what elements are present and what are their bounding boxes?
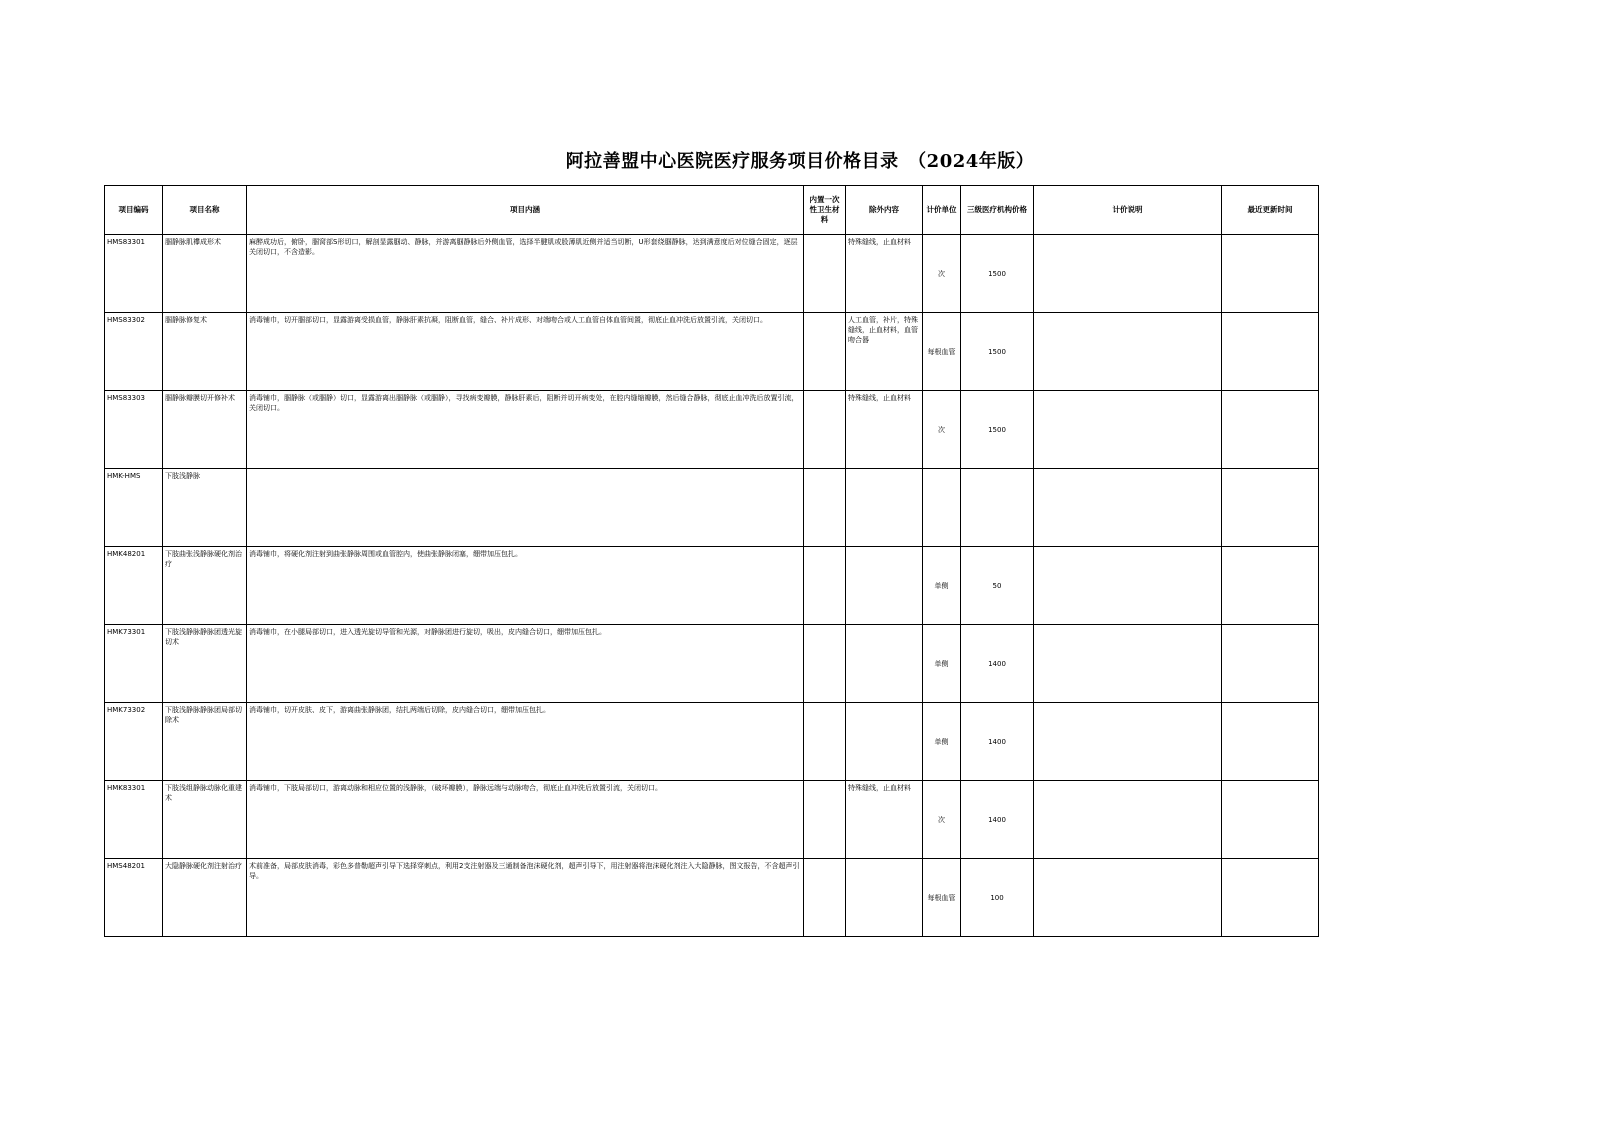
cell-note [1034, 235, 1222, 313]
cell-excluded [846, 469, 923, 547]
cell-unit: 每根血管 [923, 859, 961, 937]
cell-price: 1400 [961, 781, 1034, 859]
table-row [105, 469, 1319, 547]
page-title: 阿拉善盟中心医院医疗服务项目价格目录 （2024年版） [565, 151, 1035, 172]
cell-code: HMK73302 [105, 703, 163, 781]
cell-name: 腘静脉瓣膜切开修补术 [163, 391, 247, 469]
cell-material [804, 703, 846, 781]
cell-code: HMK48201 [105, 547, 163, 625]
cell-content: 消毒铺巾，在小腿局部切口，进入透光旋切导管和光源，对静脉团进行旋切，吸出，皮内缝合切口，绷带加压包扎。 [247, 625, 804, 703]
cell-note [1034, 625, 1222, 703]
cell-unit: 单侧 [923, 703, 961, 781]
header-updated: 最近更新时间 [1222, 186, 1319, 235]
table-row [105, 235, 1319, 313]
cell-content [247, 469, 804, 547]
cell-updated [1222, 469, 1319, 547]
cell-updated [1222, 313, 1319, 391]
cell-code: HMK83301 [105, 781, 163, 859]
cell-material [804, 625, 846, 703]
cell-code: HMS48201 [105, 859, 163, 937]
header-row [105, 186, 1319, 235]
table-row [105, 859, 1319, 937]
cell-name: 大隐静脉硬化剂注射治疗 [163, 859, 247, 937]
cell-unit: 次 [923, 781, 961, 859]
cell-excluded: 特殊缝线，止血材料 [846, 781, 923, 859]
cell-name: 下肢浅静脉静脉团透光旋切术 [163, 625, 247, 703]
cell-code: HMS83302 [105, 313, 163, 391]
cell-note [1034, 781, 1222, 859]
cell-price: 100 [961, 859, 1034, 937]
header-note: 计价说明 [1034, 186, 1222, 235]
cell-updated [1222, 547, 1319, 625]
cell-name: 腘静脉修复术 [163, 313, 247, 391]
table-row [105, 625, 1319, 703]
cell-material [804, 547, 846, 625]
cell-price: 1500 [961, 235, 1034, 313]
cell-updated [1222, 391, 1319, 469]
cell-code: HMK-HMS [105, 469, 163, 547]
header-excluded: 除外内容 [846, 186, 923, 235]
cell-material [804, 391, 846, 469]
header-material: 内置一次性卫生材料 [804, 186, 846, 235]
cell-unit [923, 469, 961, 547]
cell-material [804, 859, 846, 937]
header-code: 项目编码 [105, 186, 163, 235]
cell-price: 1500 [961, 313, 1034, 391]
cell-updated [1222, 703, 1319, 781]
header-unit: 计价单位 [923, 186, 961, 235]
cell-content: 麻醉成功后，俯卧，腘窝部S形切口，解剖显露腘动、静脉，并游离腘静脉后外侧血管，选择半腱肌或股薄肌近侧并适当切断，U形套绕腘静脉，达到满意度后对位缝合固定，逐层关闭切口，不含造影。 [247, 235, 804, 313]
cell-note [1034, 703, 1222, 781]
cell-unit: 单侧 [923, 625, 961, 703]
cell-excluded [846, 703, 923, 781]
cell-content: 消毒铺巾，下肢局部切口，游离动脉和相应位置的浅静脉，（破坏瓣膜），静脉远端与动脉吻合，彻底止血冲洗后放置引流，关闭切口。 [247, 781, 804, 859]
header-content: 项目内涵 [247, 186, 804, 235]
cell-name: 腘静脉肌襻成形术 [163, 235, 247, 313]
cell-content: 消毒铺巾，将硬化剂注射到曲张静脉周围或血管腔内，使曲张静脉闭塞，绷带加压包扎。 [247, 547, 804, 625]
cell-price [961, 469, 1034, 547]
cell-updated [1222, 235, 1319, 313]
cell-excluded: 特殊缝线，止血材料 [846, 391, 923, 469]
cell-excluded: 人工血管，补片，特殊缝线，止血材料，血管吻合器 [846, 313, 923, 391]
cell-price: 50 [961, 547, 1034, 625]
cell-excluded [846, 625, 923, 703]
cell-name: 下肢浅静脉 [163, 469, 247, 547]
cell-price: 1500 [961, 391, 1034, 469]
cell-excluded [846, 547, 923, 625]
cell-material [804, 313, 846, 391]
cell-name: 下肢浅组静脉动脉化重建术 [163, 781, 247, 859]
cell-code: HMS83303 [105, 391, 163, 469]
cell-updated [1222, 781, 1319, 859]
cell-content: 术前准备，局部皮肤消毒，彩色多普勒超声引导下选择穿刺点，利用2支注射器及三通制备泡沫硬化剂，超声引导下，用注射器将泡沫硬化剂注入大隐静脉，图文报告，不含超声引导。 [247, 859, 804, 937]
table-row [105, 703, 1319, 781]
cell-note [1034, 547, 1222, 625]
cell-name: 下肢曲张浅静脉硬化剂治疗 [163, 547, 247, 625]
table-row [105, 391, 1319, 469]
cell-material [804, 235, 846, 313]
cell-content: 消毒铺巾，切开腘部切口，显露游离受损血管，静脉肝素抗凝，阻断血管，缝合、补片成形、对端吻合或人工血管自体血管间置，彻底止血冲洗后放置引流，关闭切口。 [247, 313, 804, 391]
cell-updated [1222, 859, 1319, 937]
cell-material [804, 469, 846, 547]
table-row [105, 781, 1319, 859]
cell-note [1034, 391, 1222, 469]
cell-price: 1400 [961, 625, 1034, 703]
cell-note [1034, 469, 1222, 547]
cell-updated [1222, 625, 1319, 703]
cell-unit: 每根血管 [923, 313, 961, 391]
cell-note [1034, 313, 1222, 391]
cell-excluded: 特殊缝线，止血材料 [846, 235, 923, 313]
price-table [104, 185, 1319, 937]
cell-name: 下肢浅静脉静脉团局部切除术 [163, 703, 247, 781]
cell-note [1034, 859, 1222, 937]
cell-content: 消毒铺巾，切开皮肤、皮下，游离曲张静脉团，结扎两端后切除，皮内缝合切口，绷带加压包扎。 [247, 703, 804, 781]
cell-code: HMS83301 [105, 235, 163, 313]
table-row [105, 313, 1319, 391]
cell-price: 1400 [961, 703, 1034, 781]
cell-unit: 次 [923, 391, 961, 469]
cell-code: HMK73301 [105, 625, 163, 703]
cell-unit: 次 [923, 235, 961, 313]
cell-material [804, 781, 846, 859]
header-name: 项目名称 [163, 186, 247, 235]
cell-excluded [846, 859, 923, 937]
cell-unit: 单侧 [923, 547, 961, 625]
table-row [105, 547, 1319, 625]
header-price: 三级医疗机构价格 [961, 186, 1034, 235]
cell-content: 消毒铺巾，腘静脉（或腘静）切口，显露游离出腘静脉（或腘静），寻找病变瓣膜，静脉肝素后，阻断并切开病变处，在腔内缝缩瓣膜，然后缝合静脉，彻底止血冲洗后放置引流，关闭切口。 [247, 391, 804, 469]
